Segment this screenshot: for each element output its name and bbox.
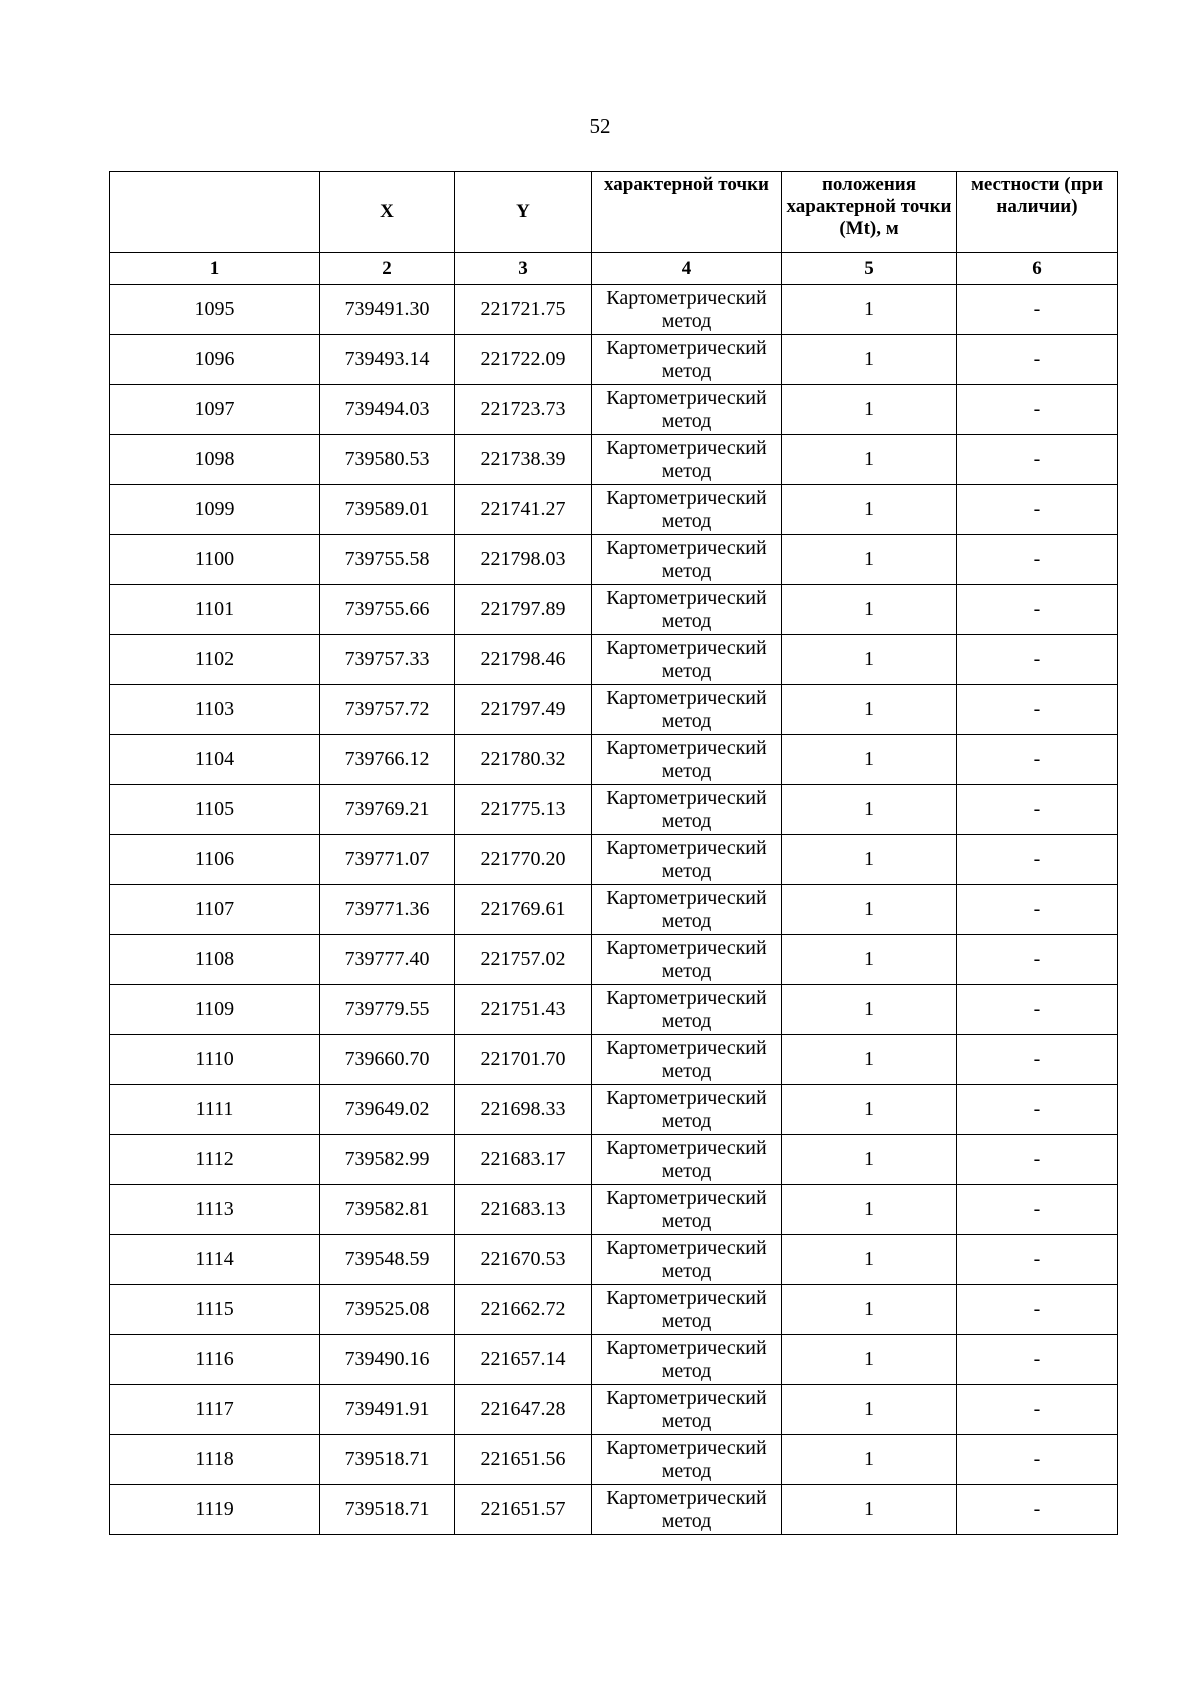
page-number: 52 [589, 114, 611, 138]
y-coordinate-cell: 221780.32 [455, 735, 592, 785]
location-cell: - [957, 935, 1118, 985]
point-number-cell: 1106 [110, 835, 320, 885]
header-method: характерной точки [592, 172, 782, 253]
accuracy-cell: 1 [782, 385, 957, 435]
table-row [110, 385, 1118, 435]
point-number-cell: 1116 [110, 1335, 320, 1385]
x-coordinate-cell: 739769.21 [320, 785, 455, 835]
location-cell: - [957, 1435, 1118, 1485]
method-cell: Картометрический метод [592, 685, 782, 735]
method-cell: Картометрический метод [592, 885, 782, 935]
accuracy-cell: 1 [782, 1285, 957, 1335]
method-cell: Картометрический метод [592, 1335, 782, 1385]
y-coordinate-cell: 221798.03 [455, 535, 592, 585]
column-numbers-row [110, 253, 1118, 285]
y-coordinate-cell: 221757.02 [455, 935, 592, 985]
accuracy-cell: 1 [782, 1385, 957, 1435]
table-row [110, 735, 1118, 785]
method-cell: Картометрический метод [592, 835, 782, 885]
point-number-cell: 1119 [110, 1485, 320, 1535]
method-cell: Картометрический метод [592, 485, 782, 535]
method-cell: Картометрический метод [592, 1085, 782, 1135]
y-coordinate-cell: 221721.75 [455, 285, 592, 335]
point-number-cell: 1107 [110, 885, 320, 935]
x-coordinate-cell: 739518.71 [320, 1435, 455, 1485]
method-cell: Картометрический метод [592, 585, 782, 635]
point-number-cell: 1100 [110, 535, 320, 585]
y-coordinate-cell: 221651.56 [455, 1435, 592, 1485]
point-number-cell: 1111 [110, 1085, 320, 1135]
point-number-cell: 1105 [110, 785, 320, 835]
point-number-cell: 1095 [110, 285, 320, 335]
method-cell: Картометрический метод [592, 435, 782, 485]
location-cell: - [957, 735, 1118, 785]
location-cell: - [957, 385, 1118, 435]
point-number-cell: 1099 [110, 485, 320, 535]
point-number-cell: 1113 [110, 1185, 320, 1235]
y-coordinate-cell: 221798.46 [455, 635, 592, 685]
column-number: 5 [782, 253, 957, 285]
x-coordinate-cell: 739548.59 [320, 1235, 455, 1285]
location-cell: - [957, 485, 1118, 535]
point-number-cell: 1104 [110, 735, 320, 785]
method-cell: Картометрический метод [592, 1485, 782, 1535]
accuracy-cell: 1 [782, 335, 957, 385]
y-coordinate-cell: 221738.39 [455, 435, 592, 485]
location-cell: - [957, 535, 1118, 585]
table-row [110, 435, 1118, 485]
accuracy-cell: 1 [782, 585, 957, 635]
table-row [110, 985, 1118, 1035]
method-cell: Картометрический метод [592, 385, 782, 435]
x-coordinate-cell: 739494.03 [320, 385, 455, 435]
x-coordinate-cell: 739491.91 [320, 1385, 455, 1435]
location-cell: - [957, 1135, 1118, 1185]
accuracy-cell: 1 [782, 1485, 957, 1535]
table-row [110, 1435, 1118, 1485]
x-coordinate-cell: 739580.53 [320, 435, 455, 485]
x-coordinate-cell: 739649.02 [320, 1085, 455, 1135]
accuracy-cell: 1 [782, 785, 957, 835]
table-row [110, 1285, 1118, 1335]
point-number-cell: 1117 [110, 1385, 320, 1435]
point-number-cell: 1118 [110, 1435, 320, 1485]
accuracy-cell: 1 [782, 285, 957, 335]
y-coordinate-cell: 221723.73 [455, 385, 592, 435]
accuracy-cell: 1 [782, 1235, 957, 1285]
location-cell: - [957, 1085, 1118, 1135]
method-cell: Картометрический метод [592, 1235, 782, 1285]
location-cell: - [957, 1235, 1118, 1285]
accuracy-cell: 1 [782, 1135, 957, 1185]
method-cell: Картометрический метод [592, 535, 782, 585]
location-cell: - [957, 1335, 1118, 1385]
table-row [110, 1335, 1118, 1385]
method-cell: Картометрический метод [592, 1135, 782, 1185]
x-coordinate-cell: 739518.71 [320, 1485, 455, 1535]
table-row [110, 1235, 1118, 1285]
table-row [110, 935, 1118, 985]
location-cell: - [957, 585, 1118, 635]
header-x: X [320, 172, 455, 253]
y-coordinate-cell: 221683.17 [455, 1135, 592, 1185]
y-coordinate-cell: 221769.61 [455, 885, 592, 935]
table-body [110, 172, 1118, 1535]
x-coordinate-cell: 739525.08 [320, 1285, 455, 1335]
method-cell: Картометрический метод [592, 735, 782, 785]
accuracy-cell: 1 [782, 835, 957, 885]
location-cell: - [957, 335, 1118, 385]
accuracy-cell: 1 [782, 1035, 957, 1085]
method-cell: Картометрический метод [592, 1285, 782, 1335]
method-cell: Картометрический метод [592, 785, 782, 835]
y-coordinate-cell: 221797.89 [455, 585, 592, 635]
location-cell: - [957, 885, 1118, 935]
table-row [110, 1185, 1118, 1235]
header-point-number [110, 172, 320, 253]
accuracy-cell: 1 [782, 1435, 957, 1485]
location-cell: - [957, 1285, 1118, 1335]
table-row [110, 785, 1118, 835]
accuracy-cell: 1 [782, 435, 957, 485]
y-coordinate-cell: 221741.27 [455, 485, 592, 535]
table-row [110, 635, 1118, 685]
method-cell: Картометрический метод [592, 1035, 782, 1085]
x-coordinate-cell: 739589.01 [320, 485, 455, 535]
accuracy-cell: 1 [782, 885, 957, 935]
header-row [110, 172, 1118, 253]
column-number: 3 [455, 253, 592, 285]
x-coordinate-cell: 739491.30 [320, 285, 455, 335]
y-coordinate-cell: 221775.13 [455, 785, 592, 835]
x-coordinate-cell: 739490.16 [320, 1335, 455, 1385]
x-coordinate-cell: 739755.66 [320, 585, 455, 635]
method-cell: Картометрический метод [592, 1185, 782, 1235]
x-coordinate-cell: 739757.72 [320, 685, 455, 735]
accuracy-cell: 1 [782, 485, 957, 535]
method-cell: Картометрический метод [592, 1435, 782, 1485]
x-coordinate-cell: 739660.70 [320, 1035, 455, 1085]
point-number-cell: 1109 [110, 985, 320, 1035]
table-row [110, 885, 1118, 935]
method-cell: Картометрический метод [592, 335, 782, 385]
y-coordinate-cell: 221662.72 [455, 1285, 592, 1335]
accuracy-cell: 1 [782, 1185, 957, 1235]
location-cell: - [957, 635, 1118, 685]
table-row [110, 535, 1118, 585]
location-cell: - [957, 1035, 1118, 1085]
accuracy-cell: 1 [782, 935, 957, 985]
y-coordinate-cell: 221797.49 [455, 685, 592, 735]
location-cell: - [957, 435, 1118, 485]
y-coordinate-cell: 221683.13 [455, 1185, 592, 1235]
table-row [110, 835, 1118, 885]
accuracy-cell: 1 [782, 1335, 957, 1385]
header-y: Y [455, 172, 592, 253]
table-row [110, 1135, 1118, 1185]
table-row [110, 1085, 1118, 1135]
location-cell: - [957, 785, 1118, 835]
accuracy-cell: 1 [782, 735, 957, 785]
y-coordinate-cell: 221722.09 [455, 335, 592, 385]
y-coordinate-cell: 221657.14 [455, 1335, 592, 1385]
accuracy-cell: 1 [782, 535, 957, 585]
column-number: 4 [592, 253, 782, 285]
x-coordinate-cell: 739582.81 [320, 1185, 455, 1235]
coordinates-table [109, 171, 1118, 1535]
location-cell: - [957, 985, 1118, 1035]
point-number-cell: 1096 [110, 335, 320, 385]
point-number-cell: 1101 [110, 585, 320, 635]
location-cell: - [957, 1485, 1118, 1535]
x-coordinate-cell: 739771.36 [320, 885, 455, 935]
point-number-cell: 1108 [110, 935, 320, 985]
location-cell: - [957, 685, 1118, 735]
table-row [110, 335, 1118, 385]
point-number-cell: 1114 [110, 1235, 320, 1285]
y-coordinate-cell: 221701.70 [455, 1035, 592, 1085]
method-cell: Картометрический метод [592, 285, 782, 335]
location-cell: - [957, 835, 1118, 885]
x-coordinate-cell: 739779.55 [320, 985, 455, 1035]
x-coordinate-cell: 739582.99 [320, 1135, 455, 1185]
point-number-cell: 1110 [110, 1035, 320, 1085]
y-coordinate-cell: 221770.20 [455, 835, 592, 885]
location-cell: - [957, 1185, 1118, 1235]
point-number-cell: 1103 [110, 685, 320, 735]
point-number-cell: 1112 [110, 1135, 320, 1185]
y-coordinate-cell: 221698.33 [455, 1085, 592, 1135]
y-coordinate-cell: 221751.43 [455, 985, 592, 1035]
method-cell: Картометрический метод [592, 635, 782, 685]
point-number-cell: 1097 [110, 385, 320, 435]
table-row [110, 485, 1118, 535]
x-coordinate-cell: 739755.58 [320, 535, 455, 585]
header-accuracy: положения характерной точки (Mt), м [782, 172, 957, 253]
x-coordinate-cell: 739766.12 [320, 735, 455, 785]
column-number: 6 [957, 253, 1118, 285]
method-cell: Картометрический метод [592, 935, 782, 985]
x-coordinate-cell: 739771.07 [320, 835, 455, 885]
y-coordinate-cell: 221651.57 [455, 1485, 592, 1535]
table-row [110, 1385, 1118, 1435]
accuracy-cell: 1 [782, 685, 957, 735]
table-row [110, 685, 1118, 735]
y-coordinate-cell: 221647.28 [455, 1385, 592, 1435]
method-cell: Картометрический метод [592, 1385, 782, 1435]
point-number-cell: 1098 [110, 435, 320, 485]
location-cell: - [957, 285, 1118, 335]
table-row [110, 585, 1118, 635]
table-row [110, 285, 1118, 335]
accuracy-cell: 1 [782, 635, 957, 685]
table-row [110, 1485, 1118, 1535]
point-number-cell: 1115 [110, 1285, 320, 1335]
header-location-description: местности (при наличии) [957, 172, 1118, 253]
y-coordinate-cell: 221670.53 [455, 1235, 592, 1285]
accuracy-cell: 1 [782, 985, 957, 1035]
x-coordinate-cell: 739777.40 [320, 935, 455, 985]
column-number: 2 [320, 253, 455, 285]
table-row [110, 1035, 1118, 1085]
method-cell: Картометрический метод [592, 985, 782, 1035]
accuracy-cell: 1 [782, 1085, 957, 1135]
x-coordinate-cell: 739757.33 [320, 635, 455, 685]
location-cell: - [957, 1385, 1118, 1435]
x-coordinate-cell: 739493.14 [320, 335, 455, 385]
column-number: 1 [110, 253, 320, 285]
point-number-cell: 1102 [110, 635, 320, 685]
